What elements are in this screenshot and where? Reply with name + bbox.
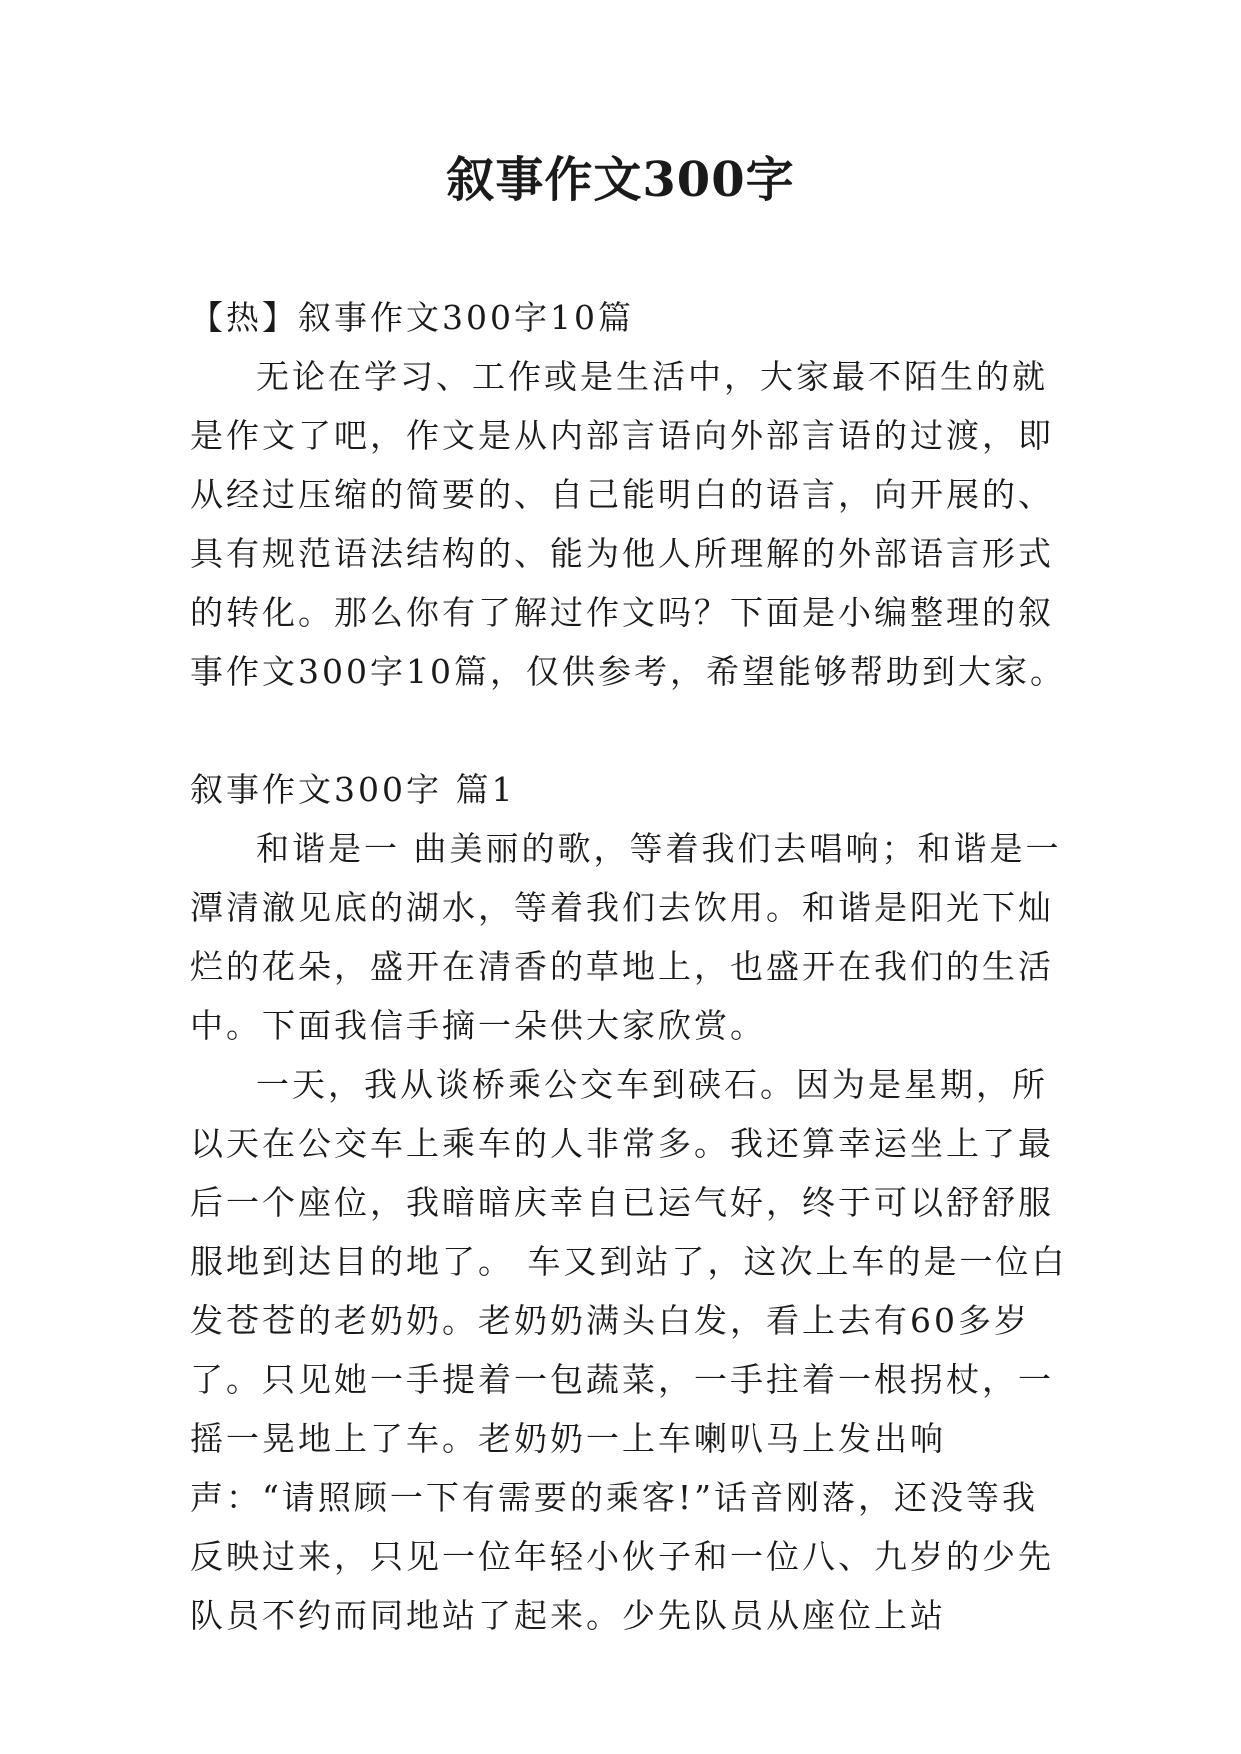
intro-paragraph: 无论在学习、工作或是生活中，大家最不陌生的就是作文了吧，作文是从内部言语向外部言语的过渡，即从经过压缩的简要的、自己能明白的语言，向开展的、具有规范语法结构的、能为他人所理解的外部语言形式的转化。那么你有了解过作文吗？下面是小编整理的叙事作文300字10篇，仅供参考，希望能够帮助到大家。 bbox=[190, 357, 1066, 691]
body-paragraph: 一天，我从谈桥乘公交车到硖石。因为是星期，所以天在公交车上乘车的人非常多。我还算幸运坐上了最后一个座位，我暗暗庆幸自已运气好，终于可以舒舒服服地到达目的地了。 车又到站了，这次上车的是一位白发苍苍的老奶奶。老奶奶满头白发，看上去有60多岁了。只见她一手提着一包蔬菜，一手拄着一根拐杖，一摇一晃地上了车。老奶奶一上车喇叭马上发出响声：“请照顾一下有需要的乘客!”话音刚落，还没等我反映过来，只见一位年轻小伙子和一位八、九岁的少先队员不约而同地站了起来。少先队员从座位上站 bbox=[190, 1065, 1068, 1635]
section-heading: 叙事作文300字 篇1 bbox=[190, 770, 516, 809]
article-subtitle: 【热】叙事作文300字10篇 bbox=[190, 298, 634, 337]
document-body bbox=[190, 288, 1070, 1645]
document-title: 叙事作文300字 bbox=[446, 152, 795, 208]
body-paragraph: 和谐是一 曲美丽的歌，等着我们去唱响；和谐是一潭清澈见底的湖水，等着我们去饮用。和谐是阳光下灿烂的花朵，盛开在清香的草地上，也盛开在我们的生活中。下面我信手摘一朵供大家欣赏。 bbox=[190, 829, 1062, 1045]
section-gap bbox=[190, 701, 1070, 760]
